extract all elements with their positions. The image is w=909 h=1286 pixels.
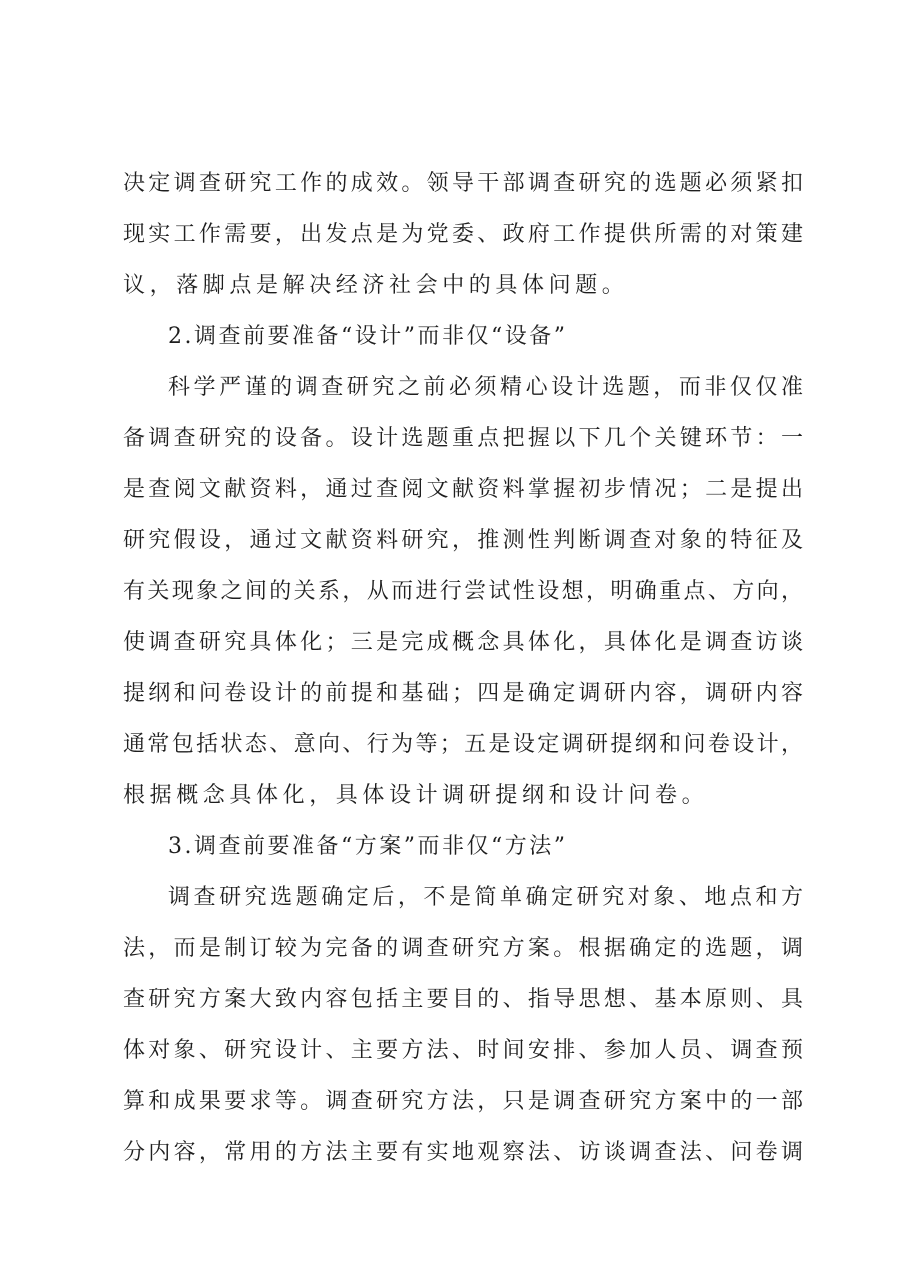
text-line: 分内容，常用的方法主要有实地观察法、访谈调查法、问卷调 bbox=[123, 1140, 803, 1165]
section-heading: 3.调查前要准备“方案”而非仅“方法” bbox=[168, 834, 568, 859]
text-line: 科学严谨的调查研究之前必须精心设计选题，而非仅仅准 bbox=[168, 375, 803, 400]
text-line: 是查阅文献资料，通过查阅文献资料掌握初步情况；二是提出 bbox=[123, 477, 803, 502]
text-line: 通常包括状态、意向、行为等；五是设定调研提纲和问卷设计， bbox=[123, 732, 803, 757]
text-line: 议，落脚点是解决经济社会中的具体问题。 bbox=[123, 273, 629, 298]
text-line: 研究假设，通过文献资料研究，推测性判断调查对象的特征及 bbox=[123, 528, 803, 553]
section-heading: 2.调查前要准备“设计”而非仅“设备” bbox=[168, 324, 568, 349]
text-line: 算和成果要求等。调查研究方法，只是调查研究方案中的一部 bbox=[123, 1089, 803, 1114]
text-line: 提纲和问卷设计的前提和基础；四是确定调研内容，调研内容 bbox=[123, 681, 803, 706]
text-line: 使调查研究具体化；三是完成概念具体化，具体化是调查访谈 bbox=[123, 630, 803, 655]
text-line: 法，而是制订较为完备的调查研究方案。根据确定的选题，调 bbox=[123, 936, 803, 961]
text-line: 根据概念具体化，具体设计调研提纲和设计问卷。 bbox=[123, 783, 709, 808]
text-line: 备调查研究的设备。设计选题重点把握以下几个关键环节：一 bbox=[123, 426, 803, 451]
text-line: 有关现象之间的关系，从而进行尝试性设想，明确重点、方向， bbox=[123, 579, 803, 604]
text-line: 体对象、研究设计、主要方法、时间安排、参加人员、调查预 bbox=[123, 1038, 803, 1063]
text-line: 查研究方案大致内容包括主要目的、指导思想、基本原则、具 bbox=[123, 987, 803, 1012]
text-line: 现实工作需要，出发点是为党委、政府工作提供所需的对策建 bbox=[123, 222, 803, 247]
text-line: 调查研究选题确定后，不是简单确定研究对象、地点和方 bbox=[168, 885, 803, 910]
text-line: 决定调查研究工作的成效。领导干部调查研究的选题必须紧扣 bbox=[123, 171, 803, 196]
